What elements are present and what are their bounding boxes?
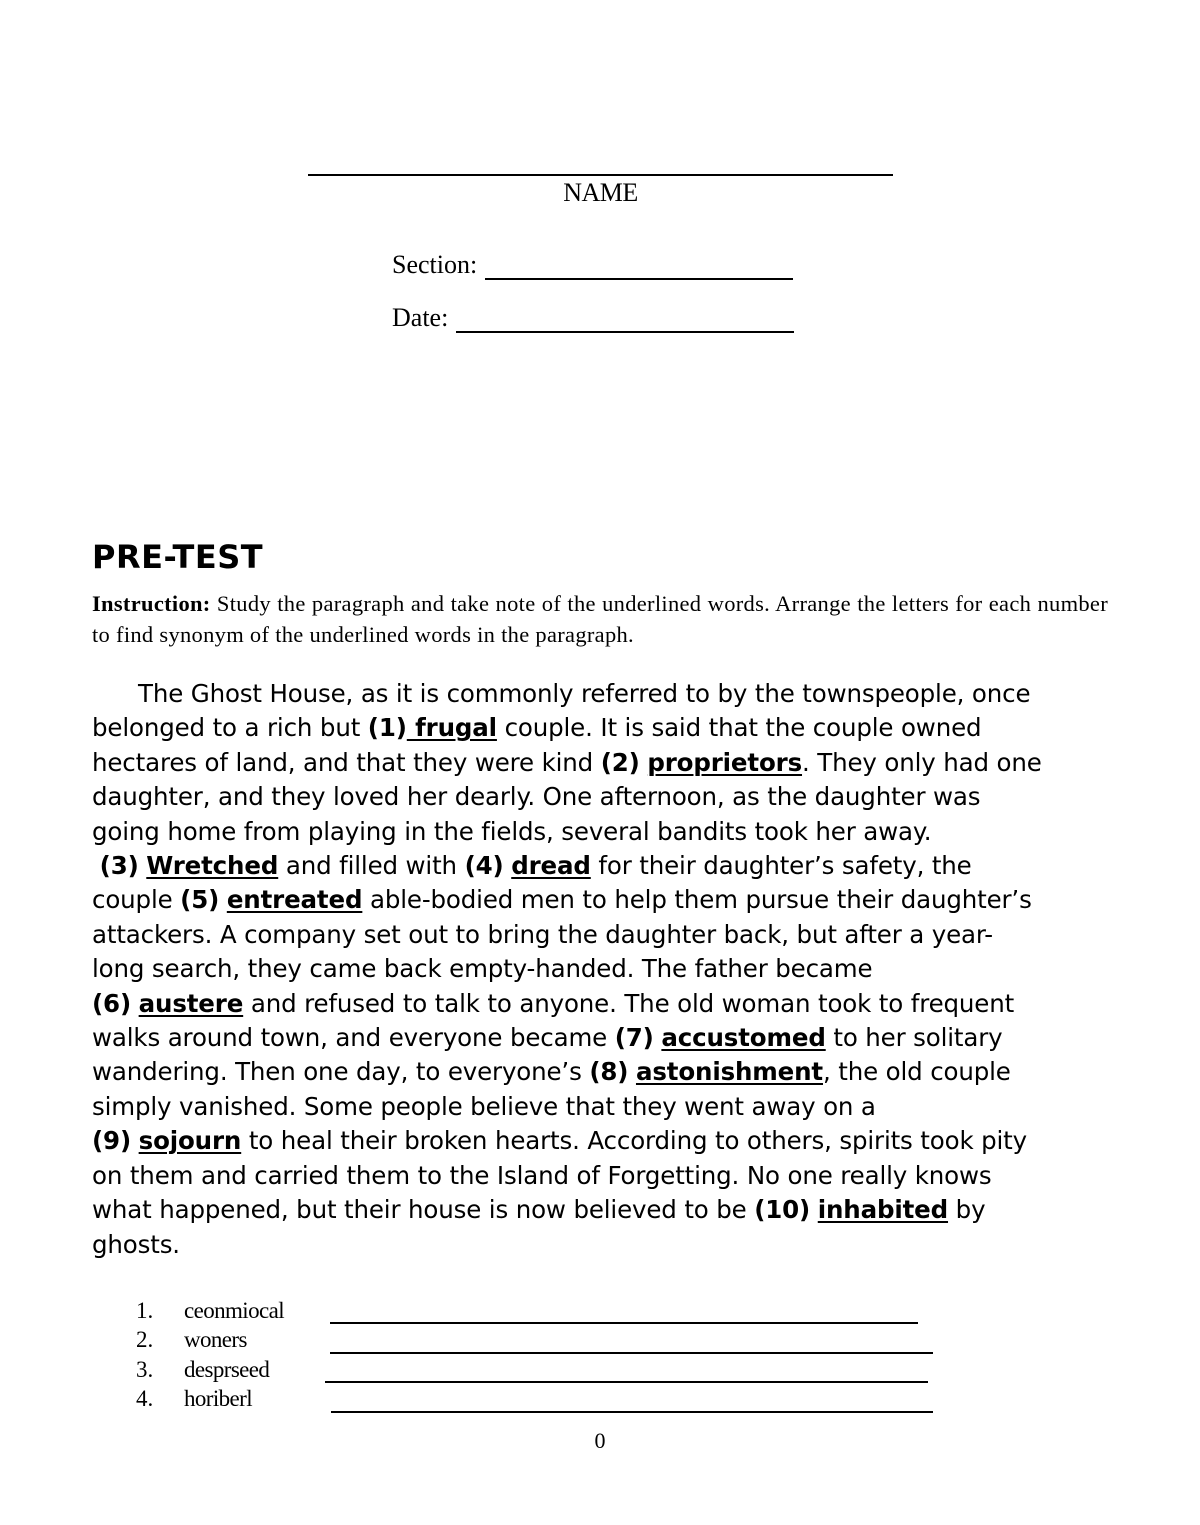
story-line: ghosts. xyxy=(92,1229,180,1259)
story-line: simply vanished. Some people believe that they went away on a xyxy=(92,1091,876,1121)
name-line xyxy=(308,174,893,176)
answer-blank[interactable] xyxy=(330,1322,918,1324)
story-text: couple xyxy=(92,885,181,915)
keyword: sojourn xyxy=(138,1126,242,1156)
answer-blank[interactable] xyxy=(331,1411,933,1413)
story-text: , the old couple xyxy=(823,1057,1011,1087)
keyword: inhabited xyxy=(817,1195,949,1225)
story-line xyxy=(92,711,1112,745)
keyword: proprietors xyxy=(647,747,803,777)
story-text: couple. It is said that the couple owned xyxy=(496,713,982,743)
story-line: The Ghost House, as it is commonly referred to by the townspeople, once xyxy=(138,679,1031,708)
story-line xyxy=(92,849,1112,883)
keyword: accustomed xyxy=(661,1023,826,1053)
story-line xyxy=(92,883,1112,917)
keyword: Wretched xyxy=(146,851,279,881)
story-text: what happened, but their house is now believed to be xyxy=(92,1195,755,1225)
page-title: PRE-TEST xyxy=(92,538,264,576)
item-number: (4) xyxy=(464,851,504,881)
keyword: austere xyxy=(138,988,244,1018)
answer-blank[interactable] xyxy=(330,1352,933,1354)
item-number: (9) xyxy=(92,1126,131,1156)
item-number: 3. xyxy=(136,1356,154,1382)
story-text: and refused to talk to anyone. The old woman took to frequent xyxy=(243,988,1015,1018)
scrambled-word: woners xyxy=(184,1327,247,1353)
section-field xyxy=(392,250,793,280)
word-list xyxy=(136,1296,329,1414)
item-number: (6) xyxy=(92,988,131,1018)
instruction-text: Study the paragraph and take note of the underlined words. Arrange the letters for each number to find synonym of the underlined words in the paragraph. xyxy=(92,591,1108,647)
item-number: (7) xyxy=(614,1023,654,1053)
list-item xyxy=(136,1296,329,1326)
instruction xyxy=(92,588,1108,650)
story-text: belonged to a rich but xyxy=(92,713,368,743)
story-text: hectares of land, and that they were kind xyxy=(92,747,601,777)
scrambled-word: ceonmiocal xyxy=(184,1297,285,1323)
keyword: dread xyxy=(511,851,591,881)
section-label: Section: xyxy=(392,250,478,279)
story-line xyxy=(92,1021,1112,1055)
story-line xyxy=(92,1124,1112,1158)
name-label: NAME xyxy=(563,178,638,207)
item-number: 1. xyxy=(136,1297,154,1323)
date-label: Date: xyxy=(392,303,449,332)
story-line xyxy=(92,1055,1112,1089)
item-number: (3) xyxy=(99,851,139,881)
list-item xyxy=(136,1326,329,1356)
list-item xyxy=(136,1385,329,1415)
story-text: to her solitary xyxy=(825,1023,1003,1053)
story-line: on them and carried them to the Island of Forgetting. No one really knows xyxy=(92,1160,992,1190)
keyword: astonishment xyxy=(635,1057,823,1087)
item-number: (10) xyxy=(754,1195,811,1225)
story-text: wandering. Then one day, to everyone’s xyxy=(92,1057,590,1087)
story-line: attackers. A company set out to bring the daughter back, but after a year- xyxy=(92,919,993,949)
item-number: (8) xyxy=(589,1057,629,1087)
scrambled-word: horiberl xyxy=(184,1386,253,1412)
item-number: (5) xyxy=(180,885,220,915)
page-number: 0 xyxy=(594,1428,606,1453)
item-number: 4. xyxy=(136,1386,154,1412)
story-line xyxy=(92,987,1112,1021)
story-line: long search, they came back empty-handed. The father became xyxy=(92,954,873,984)
story-line: going home from playing in the fields, several bandits took her away. xyxy=(92,816,932,846)
section-blank[interactable] xyxy=(485,256,793,280)
story-text: . They only had one xyxy=(802,747,1042,777)
item-number: 2. xyxy=(136,1327,154,1353)
item-number: (2) xyxy=(600,747,640,777)
story-paragraph xyxy=(92,677,1112,1262)
item-number: (1) xyxy=(367,713,407,743)
story-text: by xyxy=(948,1195,986,1225)
list-item xyxy=(136,1355,329,1385)
story-line: daughter, and they loved her dearly. One afternoon, as the daughter was xyxy=(92,782,981,812)
story-line xyxy=(92,746,1112,780)
story-text: walks around town, and everyone became xyxy=(92,1023,615,1053)
instruction-label: Instruction: xyxy=(92,591,211,616)
keyword: frugal xyxy=(406,713,497,743)
answer-blank[interactable] xyxy=(325,1381,928,1383)
story-text: and filled with xyxy=(278,851,465,881)
date-blank[interactable] xyxy=(456,309,794,333)
story-text: to heal their broken hearts. According to others, spirits took pity xyxy=(241,1126,1027,1156)
story-line xyxy=(92,1193,1112,1227)
story-text: able-bodied men to help them pursue their daughter’s xyxy=(362,885,1032,915)
scrambled-word: desprseed xyxy=(184,1356,270,1382)
date-field xyxy=(392,303,794,333)
story-text: for their daughter’s safety, the xyxy=(590,851,972,881)
keyword: entreated xyxy=(226,885,363,915)
